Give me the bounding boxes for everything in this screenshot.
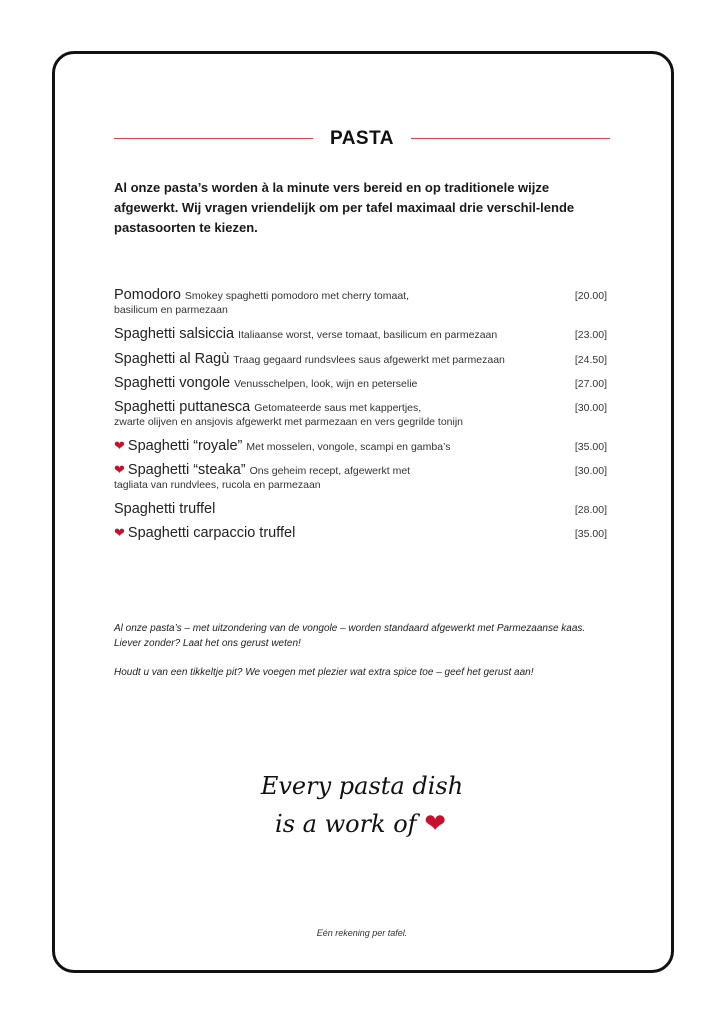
footer-note: Eén rekening per tafel. xyxy=(316,928,408,938)
title-rule-right xyxy=(411,138,610,139)
dish-description-cont: basilicum en parmezaan xyxy=(114,304,228,316)
dish-description: Italiaanse worst, verse tomaat, basilicum en parmezaan xyxy=(238,329,498,341)
dish-name: Spaghetti “steaka” xyxy=(127,462,246,478)
dish-price: [24.50] xyxy=(574,354,607,366)
note-spice: Houdt u van een tikkeltje pit? We voegen met plezier wat extra spice toe – geef het gerust aan! xyxy=(114,667,534,678)
menu-item-row xyxy=(114,501,607,517)
dish-name: Spaghetti salsiccia xyxy=(114,326,235,342)
menu-item xyxy=(114,326,607,342)
menu-item xyxy=(114,287,607,316)
heart-icon: ❤ xyxy=(114,462,125,477)
intro-text: Al onze pasta’s worden à la minute vers bereid en op traditionele wijze afgewerkt. Wij vragen vriendelijk om per tafel maximaal drie verschil-lende pastasoorten te kiezen. xyxy=(114,180,575,235)
heart-icon: ❤ xyxy=(424,809,446,839)
menu-item xyxy=(114,525,607,541)
section-title: PASTA xyxy=(329,128,395,149)
dish-name: Spaghetti “royale” xyxy=(127,438,243,454)
dish-name: Spaghetti puttanesca xyxy=(114,399,251,415)
title-rule-left xyxy=(114,138,313,139)
menu-item xyxy=(114,351,607,367)
dish-description: Traag gegaard rundsvlees saus afgewerkt met parmezaan xyxy=(233,354,505,366)
menu-item-row xyxy=(114,399,607,415)
menu-item-row xyxy=(114,525,607,541)
dish-price: [28.00] xyxy=(574,504,607,516)
menu-item-row xyxy=(114,326,607,342)
menu-item xyxy=(114,399,607,428)
dish-name: Pomodoro xyxy=(114,287,181,303)
dish-description: Met mosselen, vongole, scampi en gamba’s xyxy=(246,441,451,453)
dish-price: [35.00] xyxy=(574,528,607,540)
menu-item-row xyxy=(114,375,607,391)
menu-item-row xyxy=(114,462,607,478)
dish-description: Smokey spaghetti pomodoro met cherry tomaat, xyxy=(184,290,410,302)
dish-name: Spaghetti truffel xyxy=(114,501,216,517)
dish-description: Venusschelpen, look, wijn en peterselie xyxy=(234,378,418,390)
dish-name: Spaghetti carpaccio truffel xyxy=(127,525,296,541)
dish-price: [20.00] xyxy=(574,290,607,302)
dish-price: [30.00] xyxy=(574,402,607,414)
tagline-line2-text: is a work of xyxy=(275,810,417,838)
dish-description: Getomateerde saus met kappertjes, xyxy=(254,402,422,414)
dish-description-cont: zwarte olijven en ansjovis afgewerkt met parmezaan en vers gegrilde tonijn xyxy=(114,416,464,428)
menu-item xyxy=(114,438,607,454)
dish-price: [30.00] xyxy=(574,465,607,477)
dish-price: [27.00] xyxy=(574,378,607,390)
menu-item-row xyxy=(114,438,607,454)
dish-name: Spaghetti vongole xyxy=(114,375,231,391)
dish-name: Spaghetti al Ragù xyxy=(114,351,230,367)
dish-description: Ons geheim recept, afgewerkt met xyxy=(249,465,411,477)
menu-item xyxy=(114,501,607,517)
menu-item-row xyxy=(114,287,607,303)
menu-item xyxy=(114,375,607,391)
note-parmesan: Al onze pasta’s – met uitzondering van de vongole – worden standaard afgewerkt met Parmezaanse kaas. Liever zonder? Laat het ons gerust weten! xyxy=(114,623,586,649)
dish-price: [35.00] xyxy=(574,441,607,453)
dish-price: [23.00] xyxy=(574,329,607,341)
menu-item-row xyxy=(114,351,607,367)
menu-item xyxy=(114,462,607,491)
tagline-line1: Every pasta dish xyxy=(260,772,464,800)
dish-description-cont: tagliata van rundvlees, rucola en parmezaan xyxy=(114,479,321,491)
heart-icon: ❤ xyxy=(114,525,125,540)
heart-icon: ❤ xyxy=(114,438,125,453)
tagline-line2 xyxy=(0,809,724,839)
